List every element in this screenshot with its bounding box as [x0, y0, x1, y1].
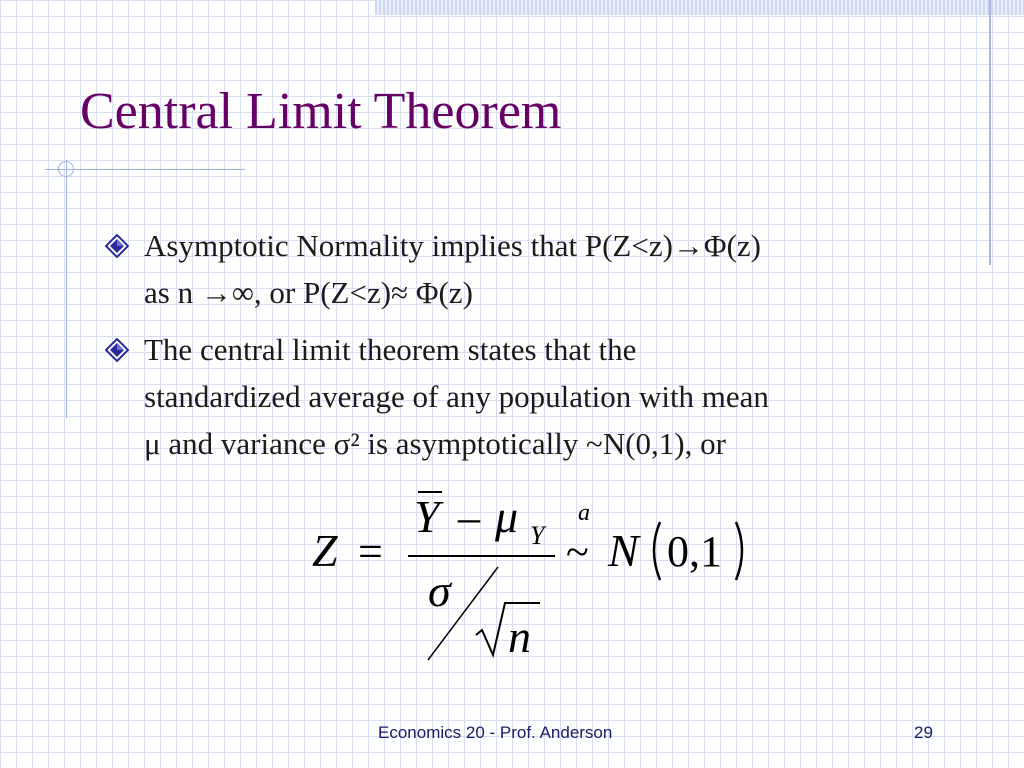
formula-equals: =	[358, 527, 383, 576]
formula-sigma: σ	[428, 565, 451, 616]
decorative-crosshair-horizontal	[45, 169, 245, 170]
decorative-right-rail	[989, 0, 991, 265]
formula-ybar: Y	[414, 491, 440, 542]
diamond-bullet-icon	[102, 231, 132, 261]
formula-mu-subscript: Y	[530, 521, 545, 550]
bullet-line: standardized average of any population with mean	[144, 379, 769, 414]
formula-right-paren	[736, 522, 742, 580]
bullet-line: as n →∞, or P(Z<z)≈ Φ(z)	[144, 275, 473, 310]
clt-formula	[290, 470, 770, 670]
bullet-line: The central limit theorem states that the	[144, 332, 637, 367]
formula-normal-n: N	[608, 525, 639, 576]
slide-title: Central Limit Theorem	[80, 83, 562, 140]
bullet-line: Asymptotic Normality implies that P(Z<z)→Φ(z)	[144, 228, 761, 263]
footer-text: Economics 20 - Prof. Anderson	[378, 723, 613, 742]
page-number: 29	[914, 723, 933, 742]
decorative-crosshair-ring	[58, 161, 74, 177]
bullet-item	[100, 222, 970, 316]
formula-tilde: ~	[566, 530, 589, 576]
formula-n: n	[508, 611, 531, 662]
bullet-list	[100, 222, 970, 477]
bullet-line: μ and variance σ² is asymptotically ~N(0,1), or	[144, 426, 726, 461]
decorative-crosshair-vertical	[66, 160, 67, 418]
formula-asymptotic-a: a	[578, 500, 590, 526]
bullet-item	[100, 326, 970, 467]
formula-minus: –	[458, 493, 480, 542]
formula-mu: μ	[495, 491, 519, 542]
diamond-bullet-icon	[102, 335, 132, 365]
formula-left-paren	[654, 522, 660, 580]
decorative-top-band	[375, 0, 1024, 15]
formula-z: Z	[312, 525, 338, 576]
formula-params: 0,1	[667, 527, 722, 576]
